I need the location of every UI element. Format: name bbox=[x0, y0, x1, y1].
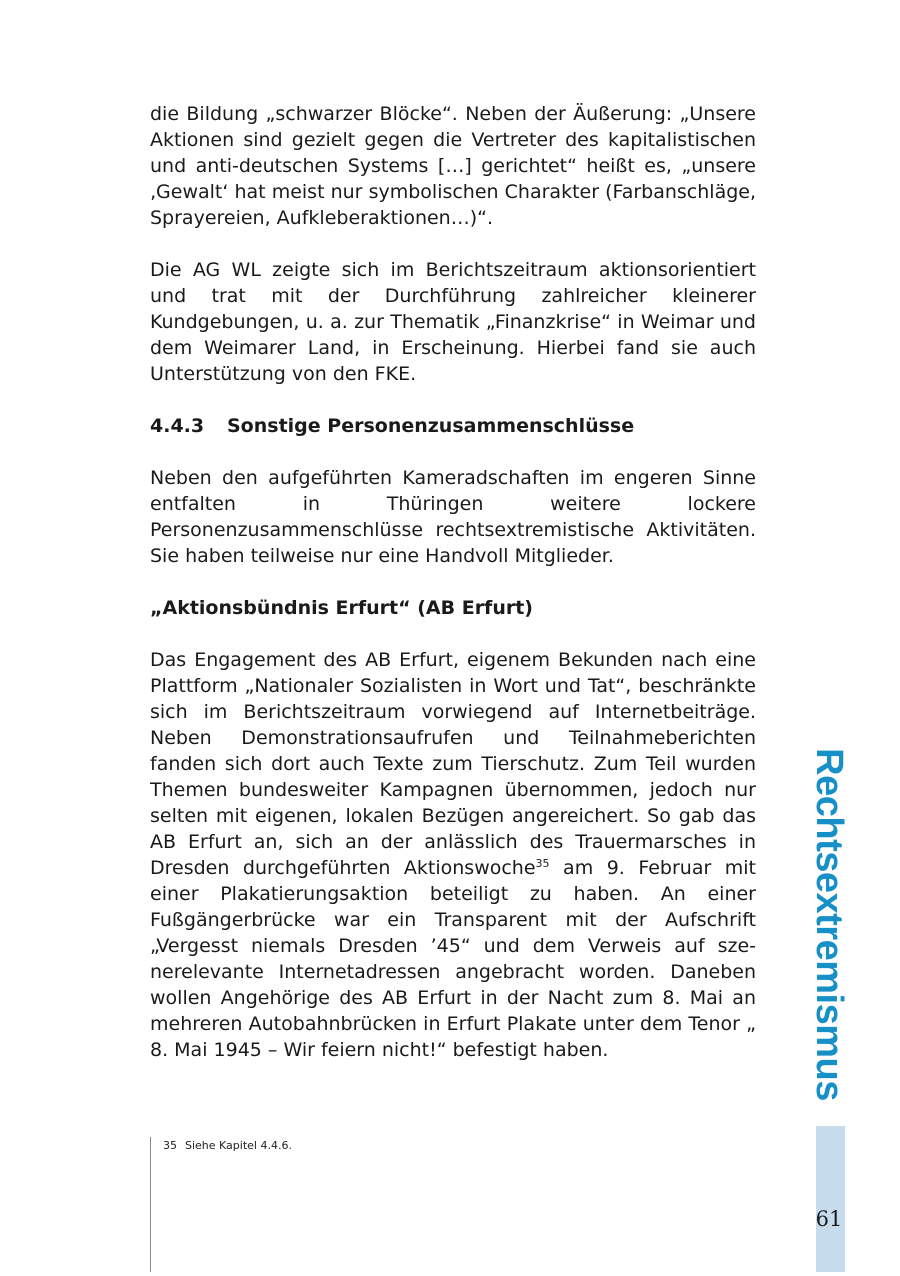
section-title: Sonstige Personenzusammenschlüsse bbox=[227, 415, 635, 437]
section-number: 4.4.3 bbox=[150, 415, 205, 437]
main-text-column bbox=[150, 101, 756, 1063]
footnote-text: Siehe Kapitel 4.4.6. bbox=[185, 1139, 292, 1152]
body-paragraph-2: Die AG WL zeigte sich im Berichtszeitraum aktionsorientiert und trat mit der Durchführung zahlreicher kleinerer Kundgebungen, u. a. zur Thematik „Finanzkrise“ in Weimar und dem Weimarer Land, in Erscheinung. Hierbei fand sie auch Unterstützung von den FKE. bbox=[150, 259, 756, 385]
page-number: 61 bbox=[815, 1207, 843, 1231]
footnote bbox=[163, 1139, 292, 1153]
section-heading bbox=[150, 413, 756, 439]
page-number-tab bbox=[816, 1126, 845, 1272]
section-paragraph: Neben den aufgeführten Kameradschaften im engeren Sinne entfalten in Thüringen weitere lockere Personenzusammenschlüsse rechtsextremistische Aktivitäten. Sie haben teilweise nur eine Handvoll Mitglieder. bbox=[150, 467, 756, 567]
subsection-text-part-1: Das Engagement des AB Erfurt, eigenem Bekunden nach eine Plattform „Nationaler Sozialisten in Wort und Tat“, beschränkte sich im Berichtszeitraum vorwiegend auf Internetbeiträge. Neben Demonstrationsaufrufen und Teilnahmeberichten fanden sich dort auch Texte zum Tierschutz. Zum Teil wurden Themen bundesweiter Kampagnen übernommen, jedoch nur selten mit eigenen, lokalen Bezügen angereichert. So gab das AB Erfurt an, sich an der anlässlich des Trauermarsches in Dresden durchgeführten Aktionswoche bbox=[150, 649, 756, 879]
subsection-paragraph bbox=[150, 647, 756, 1063]
footnote-rule bbox=[150, 1137, 151, 1272]
footnote-reference: 35 bbox=[535, 857, 550, 870]
chapter-title: Rechtsextremismus bbox=[807, 747, 850, 1101]
subsection-text-part-2: am 9. Februar mit einer Plakatierungsaktion beteiligt zu haben. An einer Fußgängerbrücke war ein Transparent mit der Aufschrift „Vergesst niemals Dresden ’45“ und dem Verweis auf szenerelevante Internetadressen angebracht worden. Daneben wollen Angehörige des AB Erfurt in der Nacht zum 8. Mai an mehreren Autobahnbrücken in Erfurt Plakate unter dem Tenor „ 8. Mai 1945 – Wir feiern nicht!“ befestigt haben. bbox=[150, 857, 757, 1061]
footnote-number: 35 bbox=[163, 1139, 177, 1152]
chapter-side-title bbox=[807, 747, 850, 1101]
body-paragraph-1: die Bildung „schwarzer Blöcke“. Neben der Äußerung: „Unsere Aktionen sind gezielt gegen die Vertreter des kapitalistischen und anti-deutschen Systems […] gerichtet“ heißt es, „unsere ‚Gewalt‘ hat meist nur symbolischen Charakter (Farbanschläge, Sprayereien, Aufkleberaktionen…)“. bbox=[150, 103, 756, 229]
subsection-heading: „Aktionsbündnis Erfurt“ (AB Erfurt) bbox=[150, 597, 533, 619]
